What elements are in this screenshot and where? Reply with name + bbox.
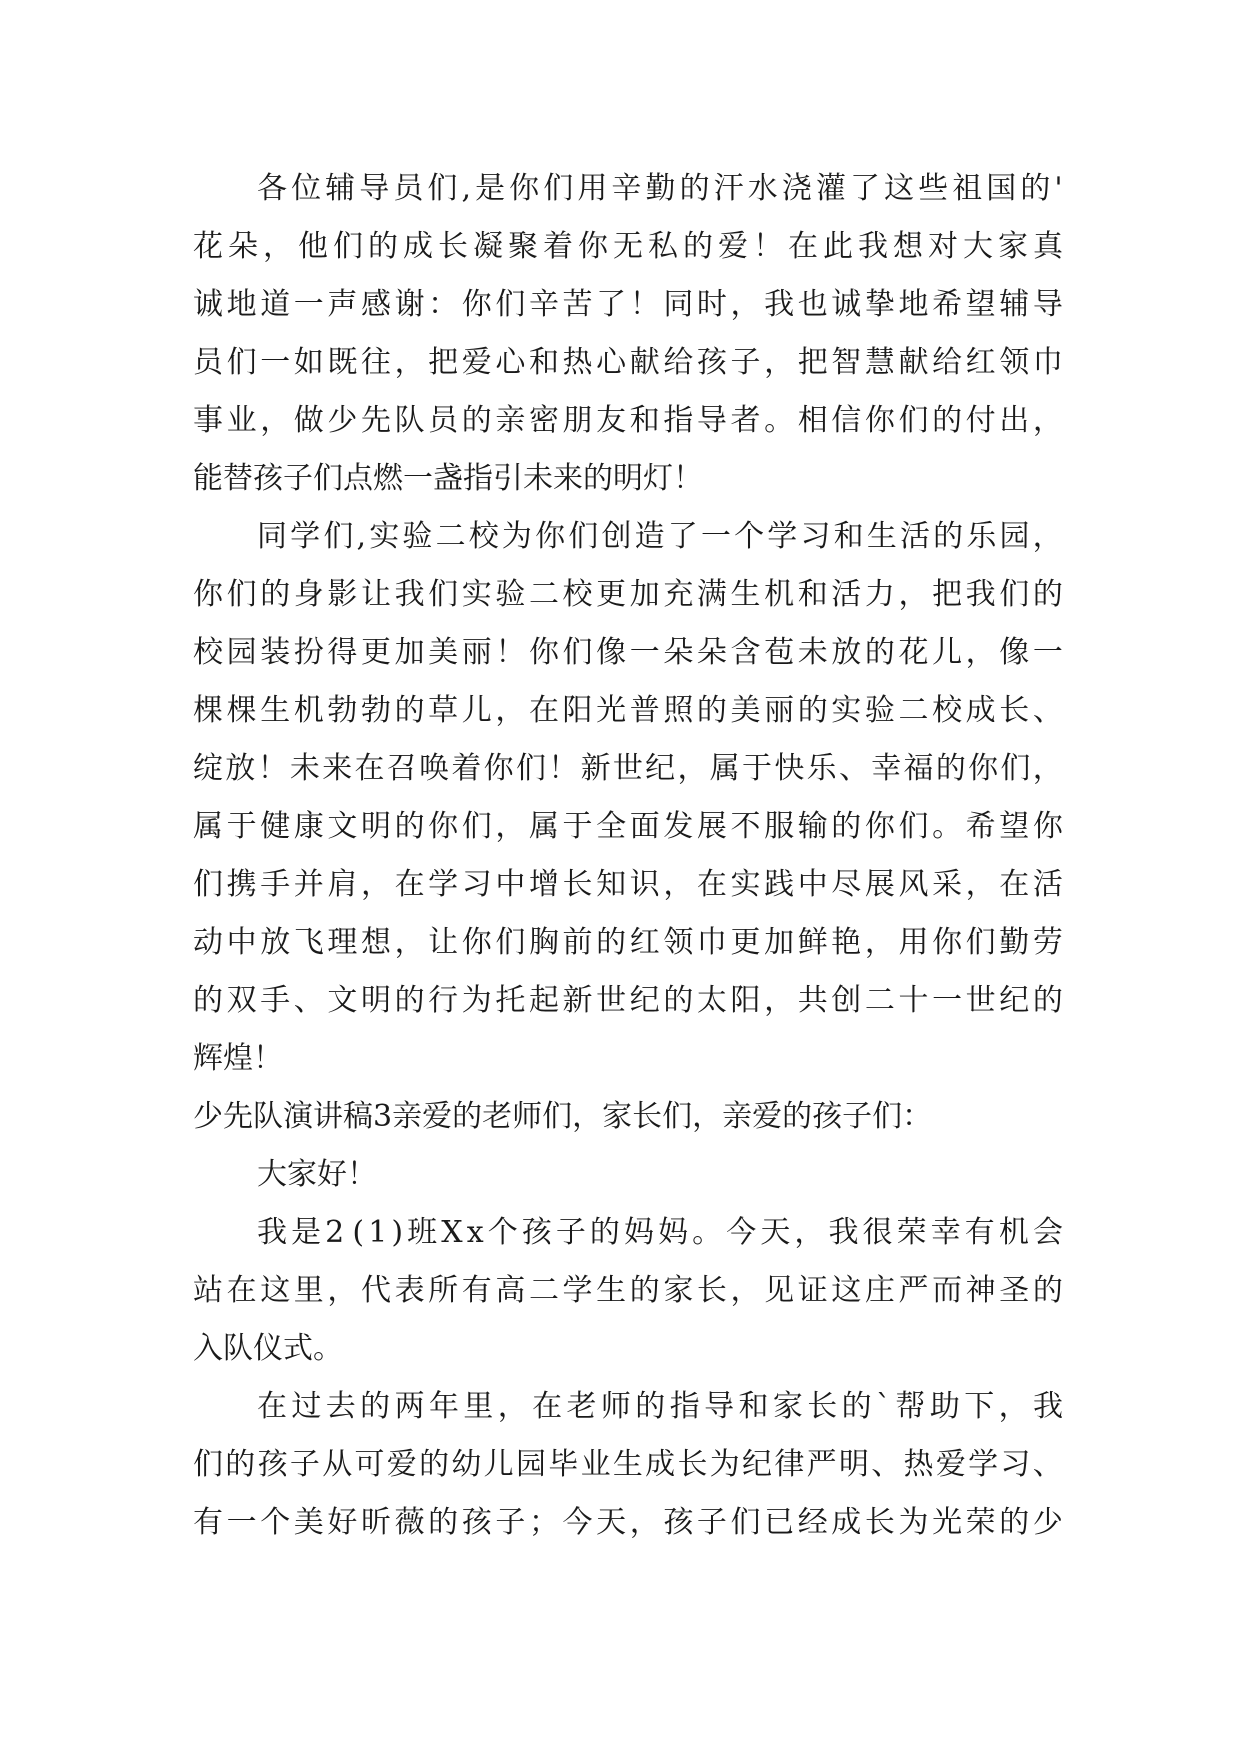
text-line: 在 过 去 的 两 年 里 ， 在 老 师 的 指 导 和 家 长 的 ` 帮 助 下 ， 我 <box>257 1389 1063 1424</box>
text-line: 各 位 辅 导 员 们 , 是 你 们 用 辛 勤 的 汗 水 浇 灌 了 这 些 祖 国 的 ' <box>257 171 1063 206</box>
text-line: 校 园 装 扮 得 更 加 美 丽 ！ 你 们 像 一 朵 朵 含 苞 未 放 的 花 儿 ， 像 一 <box>193 635 1063 670</box>
text-line: 诚 地 道 一 声 感 谢 ： 你 们 辛 苦 了 ！ 同 时 ， 我 也 诚 挚 地 希 望 辅 导 <box>193 287 1063 322</box>
text-line: 的 双 手 、 文 明 的 行 为 托 起 新 世 纪 的 太 阳 ， 共 创 二 十 一 世 纪 的 <box>193 983 1063 1018</box>
text-line: 入队仪式。 <box>193 1331 343 1366</box>
text-line: 事 业 ， 做 少 先 队 员 的 亲 密 朋 友 和 指 导 者 。 相 信 你 们 的 付 出 ， <box>193 403 1063 438</box>
text-line: 有 一 个 美 好 昕 薇 的 孩 子 ； 今 天 ， 孩 子 们 已 经 成 长 为 光 荣 的 少 <box>193 1505 1063 1540</box>
text-line: 员 们 一 如 既 往 ， 把 爱 心 和 热 心 献 给 孩 子 ， 把 智 慧 献 给 红 领 巾 <box>193 345 1063 380</box>
text-line: 们 携 手 并 肩 ， 在 学 习 中 增 长 知 识 ， 在 实 践 中 尽 展 风 采 ， 在 活 <box>193 867 1063 902</box>
text-line: 我 是 2 ( 1 ) 班 X x 个 孩 子 的 妈 妈 。 今 天 ， 我 很 荣 幸 有 机 会 <box>257 1215 1063 1250</box>
text-line: 绽 放 ！ 未 来 在 召 唤 着 你 们 ！ 新 世 纪 ， 属 于 快 乐 、 幸 福 的 你 们 ， <box>193 751 1063 786</box>
text-line: 辉煌！ <box>193 1041 283 1076</box>
text-line: 属 于 健 康 文 明 的 你 们 ， 属 于 全 面 发 展 不 服 输 的 你 们 。 希 望 你 <box>193 809 1063 844</box>
text-line: 同 学 们 , 实 验 二 校 为 你 们 创 造 了 一 个 学 习 和 生 活 的 乐 园 ， <box>257 519 1063 554</box>
text-line: 动 中 放 飞 理 想 ， 让 你 们 胸 前 的 红 领 巾 更 加 鲜 艳 ， 用 你 们 勤 劳 <box>193 925 1063 960</box>
section-heading-line: 少先队演讲稿3亲爱的老师们，家长们，亲爱的孩子们： <box>193 1099 933 1134</box>
text-line: 站 在 这 里 ， 代 表 所 有 高 二 学 生 的 家 长 ， 见 证 这 庄 严 而 神 圣 的 <box>193 1273 1063 1308</box>
text-line: 你 们 的 身 影 让 我 们 实 验 二 校 更 加 充 满 生 机 和 活 力 ， 把 我 们 的 <box>193 577 1063 612</box>
text-line: 花 朵 ， 他 们 的 成 长 凝 聚 着 你 无 私 的 爱 ！ 在 此 我 想 对 大 家 真 <box>193 229 1063 264</box>
text-line: 能替孩子们点燃一盏指引未来的明灯！ <box>193 461 703 496</box>
text-line: 棵 棵 生 机 勃 勃 的 草 儿 ， 在 阳 光 普 照 的 美 丽 的 实 验 二 校 成 长 、 <box>193 693 1063 728</box>
greeting-line: 大家好！ <box>257 1157 377 1192</box>
text-line: 们 的 孩 子 从 可 爱 的 幼 儿 园 毕 业 生 成 长 为 纪 律 严 明 、 热 爱 学 习 、 <box>193 1447 1063 1482</box>
